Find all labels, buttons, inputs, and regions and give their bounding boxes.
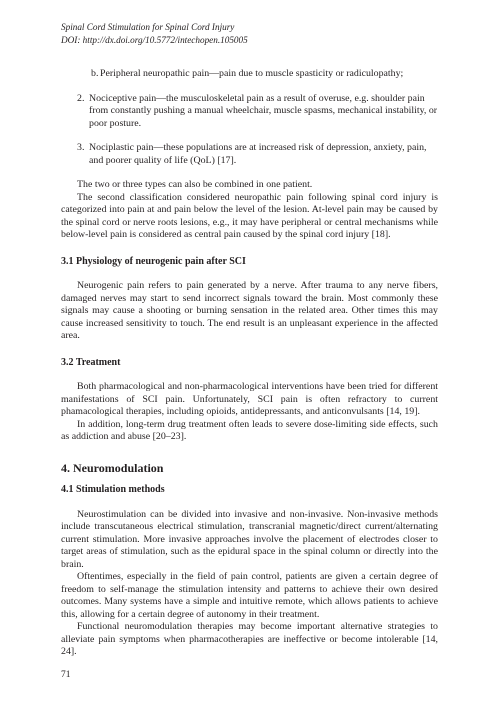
paragraph-self-management: Oftentimes, especially in the field of pain control, patients are given a certain degree of freedom to self-manage the stimulation intensity and patterns to achieve their own desired outcomes. Many systems have a simple and intuitive remote, which allows patients to achieve this, allowing for a certain degree of autonomy in their treatment.: [61, 571, 438, 620]
list-item-label: b.: [91, 68, 99, 79]
page-number: 71: [61, 670, 71, 680]
running-header: [61, 21, 248, 46]
paragraph-functional-neuromodulation: Functional neuromodulation therapies may become important alternative strategies to alleviate pain symptoms when pharmacotherapies are ineffective or become intolerable [14, 24].: [61, 621, 438, 657]
list-item-2: [77, 93, 438, 131]
list-item-3: [77, 142, 438, 167]
list-item-text: Nociceptive pain—the musculoskeletal pain as a result of overuse, e.g. shoulder pain from constantly pushing a manual wheelchair, muscle spasms, mechanical instability, or poor posture.: [89, 92, 438, 129]
list-item-label: 3.: [77, 142, 85, 153]
list-item-text: Nociplastic pain—these populations are at increased risk of depression, anxiety, pain, and poorer quality of life (QoL) [17].: [89, 142, 427, 166]
paragraph-neurostimulation: Neurostimulation can be divided into invasive and non-invasive. Non-invasive methods include transcutaneous electrical stimulation, transcranial magnetic/direct current/alternating current stimulation. More invasive approaches involve the placement of electrodes closer to target areas of stimulation, such as the epidural space in the spinal column or directly into the brain.: [61, 508, 438, 570]
list-item-b: [91, 68, 438, 81]
section-heading-4-1: 4.1 Stimulation methods: [61, 484, 165, 495]
section-heading-3-1: 3.1 Physiology of neurogenic pain after SCI: [61, 255, 246, 267]
paragraph-treatment: Both pharmacological and non-pharmacological interventions have been tried for different manifestations of SCI pain. Unfortunately, SCI pain is often refractory to current phamacological therapies, including opioids, antidepressants, and anticonvulsants [14, 19].: [61, 381, 438, 417]
header-doi: DOI: http://dx.doi.org/10.5772/intechopen.105005: [61, 34, 248, 45]
section-heading-4: 4. Neuromodulation: [61, 460, 164, 475]
list-item-label: 2.: [77, 92, 85, 104]
paragraph-drug-side-effects: In addition, long-term drug treatment often leads to severe dose-limiting side effects, such as addiction and abuse [20–23].: [61, 418, 438, 442]
header-book-title: Spinal Cord Stimulation for Spinal Cord Injury: [61, 22, 235, 32]
paragraph-combined: The two or three types can also be combined in one patient.: [77, 179, 313, 190]
list-item-text: Peripheral neuropathic pain—pain due to muscle spasticity or radiculopathy;: [100, 68, 404, 79]
paragraph-second-classification: The second classification considered neuropathic pain following spinal cord injury is categorized into pain at and pain below the level of the lesion. At-level pain may be caused by the spinal cord or nerve roots lesions, e.g., it may have peripheral or central mechanisms while below-level pain is considered as central pain caused by the spinal cord injury [18].: [61, 191, 438, 240]
body-content: [61, 68, 438, 659]
paragraph-neurogenic-pain: Neurogenic pain refers to pain generated by a nerve. After trauma to any nerve fibers, damaged nerves may start to send incorrect signals toward the brain. Most commonly these signals may cause a shooting or burning sensation in the related area. Other times this may cause increased sensitivity to touch. The end result is an unpleasant experience in the affected area.: [61, 280, 438, 341]
section-heading-3-2: 3.2 Treatment: [61, 356, 121, 368]
